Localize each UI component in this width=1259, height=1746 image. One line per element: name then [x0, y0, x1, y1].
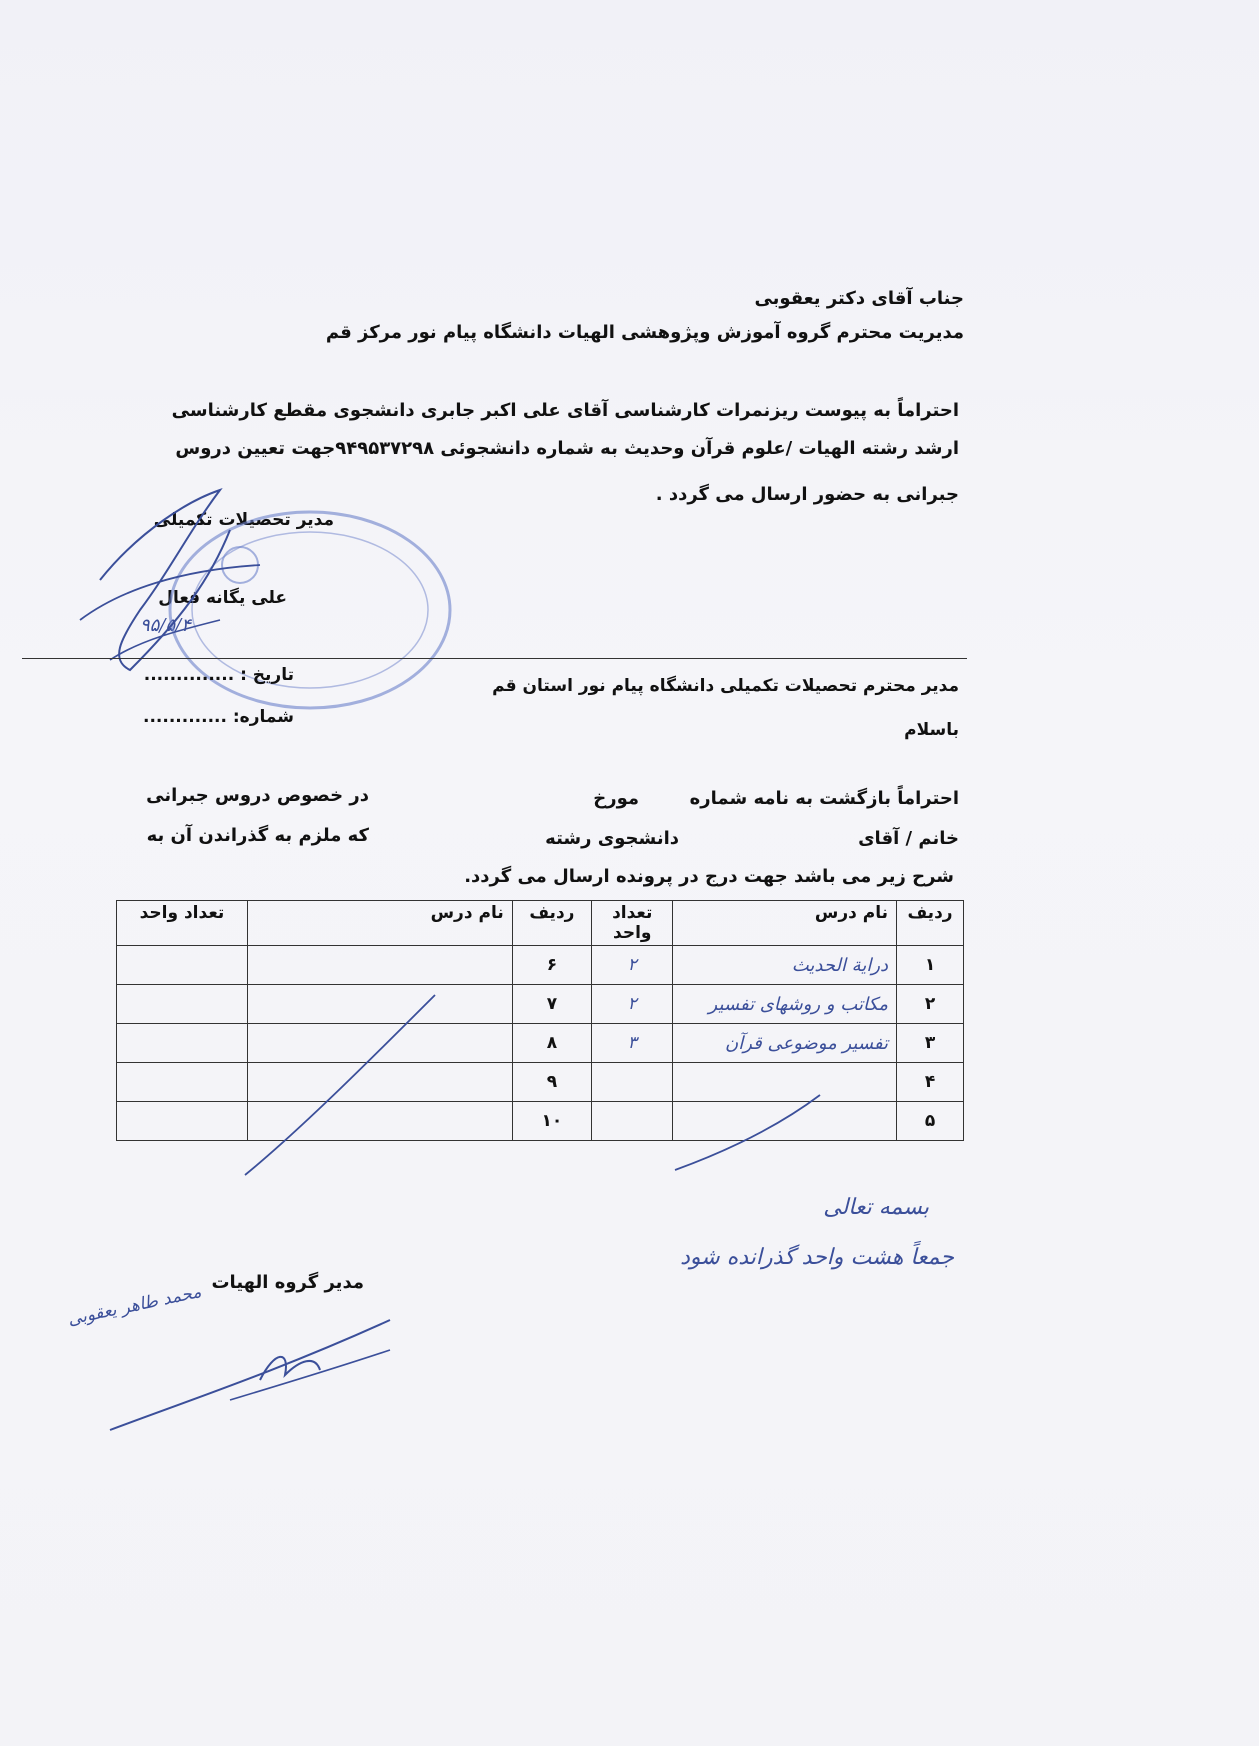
course-name — [247, 946, 512, 985]
number-field: شماره: ............. — [143, 707, 294, 727]
course-name — [247, 1102, 512, 1141]
body-line-3: جبرانی به حضور ارسال می گردد . — [655, 484, 959, 505]
course-units: ۲ — [592, 946, 673, 985]
course-units — [117, 1063, 248, 1102]
dept-head-signature — [100, 1290, 420, 1450]
header-course-name-1: نام درس — [673, 901, 897, 946]
course-name — [247, 1024, 512, 1063]
course-units — [117, 946, 248, 985]
reply-line-1-mid: مورخ — [593, 788, 639, 809]
row-number: ۷ — [512, 985, 591, 1024]
course-units — [592, 1063, 673, 1102]
table-header-row — [117, 901, 964, 946]
course-name: مکاتب و روشهای تفسیر — [673, 985, 897, 1024]
signer-name: علی یگانه فعال — [158, 588, 287, 608]
course-name — [673, 1063, 897, 1102]
row-number: ۴ — [897, 1063, 964, 1102]
date-field: تاریخ : .............. — [143, 665, 294, 685]
course-name — [247, 985, 512, 1024]
table-row — [117, 946, 964, 985]
header-row-no-2: ردیف — [512, 901, 591, 946]
reply-line-2-mid: دانشجوی رشته — [545, 828, 679, 849]
signer-title: مدیر تحصیلات تکمیلی — [153, 510, 334, 530]
table-row — [117, 1024, 964, 1063]
closing-handwritten-line-2: جمعاً هشت واحد گذرانده شود — [680, 1245, 954, 1270]
course-name: درایة الحدیث — [673, 946, 897, 985]
course-units — [117, 985, 248, 1024]
course-name: تفسیر موضوعی قرآن — [673, 1024, 897, 1063]
course-units — [117, 1102, 248, 1141]
row-number: ۸ — [512, 1024, 591, 1063]
dept-head-title: مدیر گروه الهیات — [211, 1272, 364, 1293]
course-units: ۲ — [592, 985, 673, 1024]
row-number: ۹ — [512, 1063, 591, 1102]
closing-handwritten-line-1: بسمه تعالی — [823, 1195, 929, 1220]
row-number: ۳ — [897, 1024, 964, 1063]
addressee-line-1: جناب آقای دکتر یعقوبی — [754, 288, 964, 309]
body-line-1: احتراماً به پیوست ریزنمرات کارشناسی آقای علی اکبر جابری دانشجوی مقطع کارشناسی — [171, 400, 959, 421]
header-units-2: تعداد واحد — [117, 901, 248, 946]
header-units-1: تعداد واحد — [592, 901, 673, 946]
body-line-2: ارشد رشته الهیات /علوم قرآن وحدیث به شماره دانشجوئی ۹۴۹۵۳۷۲۹۸جهت تعیین دروس — [175, 438, 959, 459]
row-number: ۵ — [897, 1102, 964, 1141]
row-number: ۶ — [512, 946, 591, 985]
reply-greeting: باسلام — [904, 720, 959, 740]
reply-line-2-right: خانم / آقای — [858, 828, 959, 849]
row-number: ۱ — [897, 946, 964, 985]
reply-line-2-left: که ملزم به گذراندن آن به — [146, 825, 369, 846]
row-number: ۱۰ — [512, 1102, 591, 1141]
addressee-line-2: مدیریت محترم گروه آموزش وپژوهشی الهیات دانشگاه پیام نور مرکز قم — [325, 322, 964, 343]
table-row — [117, 1063, 964, 1102]
compensatory-courses-table — [116, 900, 964, 1141]
reply-line-1-right: احتراماً بازگشت به نامه شماره — [689, 788, 959, 809]
course-name — [673, 1102, 897, 1141]
course-units: ۳ — [592, 1024, 673, 1063]
reply-line-1-left: در خصوص دروس جبرانی — [146, 785, 369, 806]
table-row — [117, 1102, 964, 1141]
section-divider — [22, 658, 967, 659]
course-name — [247, 1063, 512, 1102]
reply-line-3: شرح زیر می باشد جهت درج در پرونده ارسال می گردد. — [464, 866, 954, 887]
course-units — [117, 1024, 248, 1063]
course-units — [592, 1102, 673, 1141]
header-course-name-2: نام درس — [247, 901, 512, 946]
dept-head-name-handwritten: محمد طاهر یعقوبی — [66, 1282, 204, 1330]
table-row — [117, 985, 964, 1024]
reply-addressee: مدیر محترم تحصیلات تکمیلی دانشگاه پیام نور استان قم — [492, 676, 959, 696]
row-number: ۲ — [897, 985, 964, 1024]
signer-date-handwritten: ۹۵/۵/۴ — [140, 615, 191, 636]
header-row-no-1: ردیف — [897, 901, 964, 946]
